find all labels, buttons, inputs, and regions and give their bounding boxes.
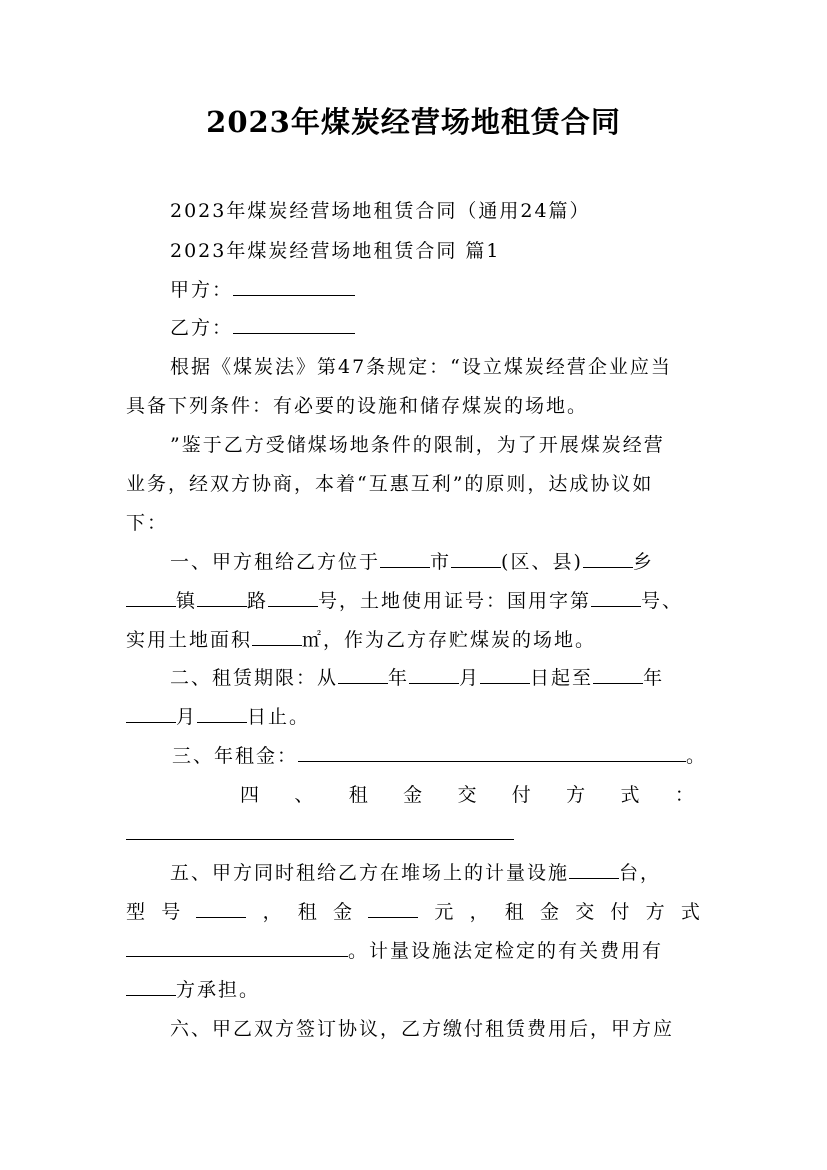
- clause-char: ：: [674, 784, 694, 806]
- clause-char: 金: [403, 784, 423, 806]
- clause-text: 年: [388, 667, 410, 689]
- clause-text: 。计量设施法定检定的有关费用有: [348, 940, 664, 962]
- clause-5-line-4: [126, 978, 260, 1002]
- clause-5-line-2: [126, 900, 700, 924]
- blank: [197, 705, 247, 723]
- blank: [593, 666, 643, 684]
- clause-char: 交: [575, 901, 595, 923]
- clause-text: 路: [247, 590, 269, 612]
- clause-char: ，: [469, 901, 489, 923]
- blank: [268, 589, 318, 607]
- blank: [409, 666, 459, 684]
- clause-text: 三、年租金：: [172, 745, 299, 767]
- party-b-line: [170, 316, 355, 340]
- clause-text: 方承担。: [176, 979, 261, 1001]
- clause-char: 式: [620, 784, 640, 806]
- clause-1-line-1: [170, 550, 654, 574]
- annual-rent-blank: [298, 744, 686, 762]
- clause-char: 金: [540, 901, 560, 923]
- blank: [368, 900, 418, 918]
- clause-char: 元: [434, 901, 454, 923]
- clause-text: 日止。: [247, 706, 311, 728]
- blank: [338, 666, 388, 684]
- blank: [252, 628, 302, 646]
- clause-char: 型: [126, 901, 146, 923]
- clause-1-line-2: [126, 589, 683, 613]
- section-title: 2023年煤炭经营场地租赁合同 篇1: [170, 240, 501, 262]
- clause-text: (区、县): [501, 551, 583, 573]
- clause-char: 式: [680, 901, 700, 923]
- party-a-blank: [233, 278, 355, 296]
- clause-text: 镇: [176, 590, 198, 612]
- clause-char: 号: [161, 901, 181, 923]
- clause-char: 四: [240, 784, 260, 806]
- blank: [126, 978, 176, 996]
- paragraph-1-line-1: 根据《煤炭法》第47条规定：“设立煤炭经营企业应当: [170, 356, 672, 378]
- clause-char: ，: [262, 901, 282, 923]
- clause-5-line-3: [126, 939, 663, 963]
- party-b-label: 乙方：: [170, 317, 234, 339]
- clause-char: 租: [504, 901, 524, 923]
- clause-text: 乡: [632, 551, 654, 573]
- clause-text: 五、甲方同时租给乙方在堆场上的计量设施: [170, 862, 570, 884]
- payment-method-blank: [126, 822, 514, 840]
- clause-1-line-3: [126, 628, 596, 652]
- party-a-line: [170, 278, 355, 302]
- clause-char: 方: [566, 784, 586, 806]
- blank: [126, 589, 176, 607]
- clause-char: 付: [610, 901, 630, 923]
- blank: [197, 589, 247, 607]
- clause-text: 二、租赁期限：从: [170, 667, 339, 689]
- clause-text: 月: [176, 706, 198, 728]
- document-title: 2023年煤炭经营场地租赁合同: [206, 105, 621, 139]
- clause-4-line: [240, 783, 694, 807]
- blank: [196, 900, 246, 918]
- clause-text: ㎡，作为乙方存贮煤炭的场地。: [302, 629, 597, 651]
- clause-3-line: [172, 744, 707, 768]
- party-a-label: 甲方：: [170, 279, 234, 301]
- paragraph-2-line-3: 下：: [126, 512, 169, 534]
- blank: [583, 550, 633, 568]
- clause-char: 租: [297, 901, 317, 923]
- blank: [569, 861, 619, 879]
- clause-text: 号，土地使用证号：国用字第: [318, 590, 592, 612]
- blank: [480, 666, 530, 684]
- clause-text: 市: [430, 551, 452, 573]
- clause-4-blank-line: [126, 822, 514, 846]
- clause-text: 日起至: [530, 667, 594, 689]
- blank: [380, 550, 430, 568]
- blank: [126, 705, 176, 723]
- clause-char: 金: [333, 901, 353, 923]
- clause-char: 方: [645, 901, 665, 923]
- paragraph-2-line-2: 业务，经双方协商，本着“互惠互利”的原则，达成协议如: [126, 473, 654, 495]
- clause-text: 台，: [619, 862, 662, 884]
- clause-2-line-2: [126, 705, 310, 729]
- blank: [126, 939, 348, 957]
- party-b-blank: [233, 316, 355, 334]
- paragraph-2-line-1: ”鉴于乙方受储煤场地条件的限制，为了开展煤炭经营: [170, 434, 665, 456]
- clause-char: 付: [511, 784, 531, 806]
- clause-text: 实用土地面积: [126, 629, 253, 651]
- clause-6-line-1: 六、甲乙双方签订协议，乙方缴付租赁费用后，甲方应: [170, 1018, 675, 1040]
- document-subtitle: 2023年煤炭经营场地租赁合同（通用24篇）: [170, 200, 591, 222]
- clause-text: 年: [643, 667, 665, 689]
- blank: [451, 550, 501, 568]
- clause-text: 月: [459, 667, 481, 689]
- clause-char: 租: [348, 784, 368, 806]
- paragraph-1-line-2: 具备下列条件：有必要的设施和储存煤炭的场地。: [126, 395, 589, 417]
- clause-char: 、: [294, 784, 314, 806]
- clause-2-line-1: [170, 666, 664, 690]
- clause-char: 交: [457, 784, 477, 806]
- clause-text: 一、甲方租给乙方位于: [170, 551, 381, 573]
- blank: [591, 589, 641, 607]
- clause-text: 号、: [641, 590, 684, 612]
- clause-text: 。: [686, 745, 708, 767]
- clause-5-line-1: [170, 861, 661, 885]
